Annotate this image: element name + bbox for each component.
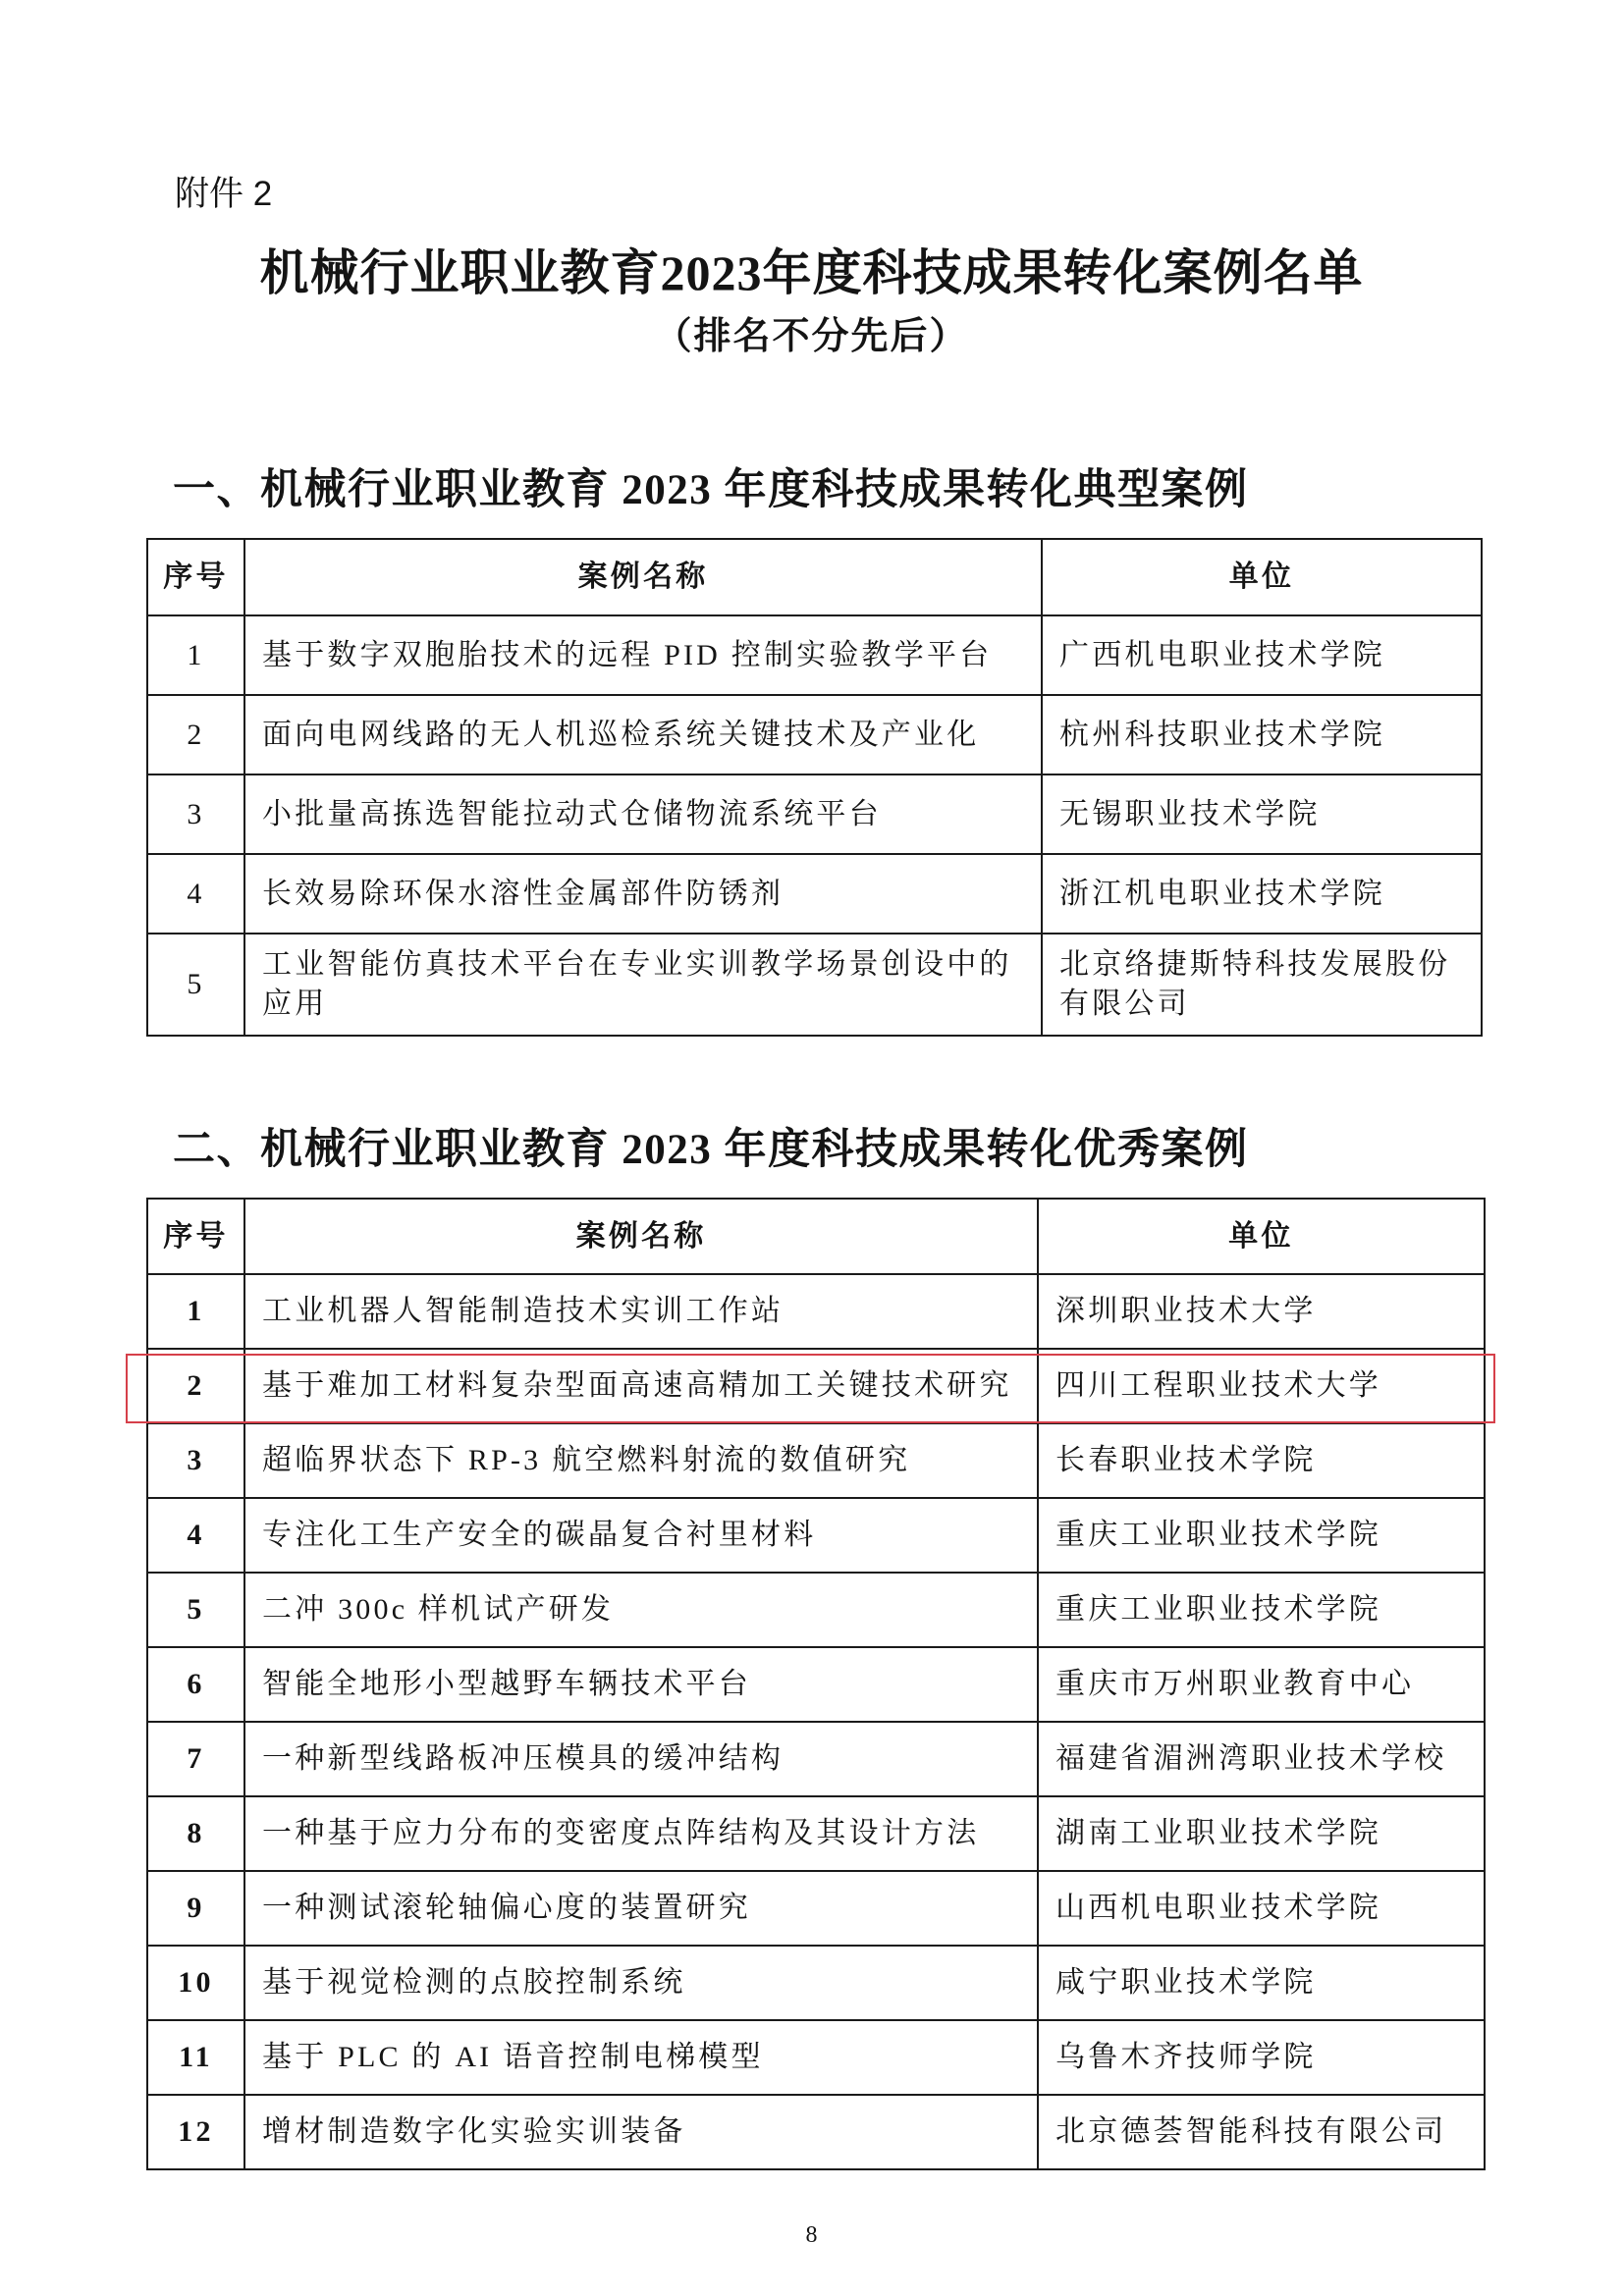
table-row bbox=[147, 1796, 1485, 1871]
table-cell-unit: 重庆工业职业技术学院 bbox=[1038, 1573, 1485, 1647]
table-cell-unit: 广西机电职业技术学院 bbox=[1042, 615, 1482, 695]
table-cell-unit: 长春职业技术学院 bbox=[1038, 1423, 1485, 1498]
table-cell-name: 超临界状态下 RP-3 航空燃料射流的数值研究 bbox=[244, 1423, 1038, 1498]
table-row bbox=[147, 1573, 1485, 1647]
table-row bbox=[147, 1722, 1485, 1796]
table-cell-unit: 深圳职业技术大学 bbox=[1038, 1274, 1485, 1349]
table-cell-no: 7 bbox=[147, 1722, 244, 1796]
attachment-label: 附件 2 bbox=[175, 175, 273, 213]
table-cell-no: 2 bbox=[147, 1349, 244, 1423]
table-cell-no: 9 bbox=[147, 1871, 244, 1946]
table-cell-unit: 山西机电职业技术学院 bbox=[1038, 1871, 1485, 1946]
table-cell-no: 3 bbox=[147, 774, 244, 854]
table-cell-unit: 湖南工业职业技术学院 bbox=[1038, 1796, 1485, 1871]
table-row bbox=[147, 2095, 1485, 2169]
typical-cases-table bbox=[146, 538, 1483, 1037]
column-header-no: 序号 bbox=[147, 539, 244, 615]
table-cell-name: 小批量高拣选智能拉动式仓储物流系统平台 bbox=[244, 774, 1042, 854]
table-cell-unit: 重庆市万州职业教育中心 bbox=[1038, 1647, 1485, 1722]
table-row bbox=[147, 2020, 1485, 2095]
column-header-name: 案例名称 bbox=[244, 539, 1042, 615]
table-cell-unit: 北京络捷斯特科技发展股份有限公司 bbox=[1042, 934, 1482, 1036]
table-cell-no: 3 bbox=[147, 1423, 244, 1498]
table-cell-no: 5 bbox=[147, 1573, 244, 1647]
column-header-unit: 单位 bbox=[1038, 1199, 1485, 1274]
table-cell-no: 5 bbox=[147, 934, 244, 1036]
table-cell-name: 长效易除环保水溶性金属部件防锈剂 bbox=[244, 854, 1042, 934]
table-cell-name: 基于视觉检测的点胶控制系统 bbox=[244, 1946, 1038, 2020]
table-cell-unit: 杭州科技职业技术学院 bbox=[1042, 695, 1482, 774]
column-header-name: 案例名称 bbox=[244, 1199, 1038, 1274]
table-cell-name: 工业机器人智能制造技术实训工作站 bbox=[244, 1274, 1038, 1349]
table-row bbox=[147, 1274, 1485, 1349]
excellent-cases-table bbox=[146, 1198, 1486, 2170]
table-cell-name: 基于 PLC 的 AI 语音控制电梯模型 bbox=[244, 2020, 1038, 2095]
table-cell-no: 10 bbox=[147, 1946, 244, 2020]
section-heading-typical: 一、机械行业职业教育 2023 年度科技成果转化典型案例 bbox=[173, 467, 1249, 513]
table-cell-unit: 浙江机电职业技术学院 bbox=[1042, 854, 1482, 934]
table-cell-no: 1 bbox=[147, 615, 244, 695]
table-header-row bbox=[147, 539, 1482, 615]
table-cell-no: 11 bbox=[147, 2020, 244, 2095]
table-cell-name: 一种新型线路板冲压模具的缓冲结构 bbox=[244, 1722, 1038, 1796]
table-row bbox=[147, 1946, 1485, 2020]
table-cell-no: 1 bbox=[147, 1274, 244, 1349]
table-row bbox=[147, 695, 1482, 774]
column-header-unit: 单位 bbox=[1042, 539, 1482, 615]
table-cell-no: 4 bbox=[147, 854, 244, 934]
table-cell-name: 基于难加工材料复杂型面高速高精加工关键技术研究 bbox=[244, 1349, 1038, 1423]
document-subtitle: （排名不分先后） bbox=[654, 316, 969, 357]
table-cell-unit: 重庆工业职业技术学院 bbox=[1038, 1498, 1485, 1573]
table-row bbox=[147, 1423, 1485, 1498]
table-header-row bbox=[147, 1199, 1485, 1274]
table-cell-name: 一种基于应力分布的变密度点阵结构及其设计方法 bbox=[244, 1796, 1038, 1871]
table-cell-name: 基于数字双胞胎技术的远程 PID 控制实验教学平台 bbox=[244, 615, 1042, 695]
document-title: 机械行业职业教育2023年度科技成果转化案例名单 bbox=[259, 245, 1364, 300]
table-cell-name: 一种测试滚轮轴偏心度的装置研究 bbox=[244, 1871, 1038, 1946]
table-cell-name: 专注化工生产安全的碳晶复合衬里材料 bbox=[244, 1498, 1038, 1573]
table-cell-no: 6 bbox=[147, 1647, 244, 1722]
table-cell-unit: 乌鲁木齐技师学院 bbox=[1038, 2020, 1485, 2095]
table-row bbox=[147, 1498, 1485, 1573]
table-cell-name: 智能全地形小型越野车辆技术平台 bbox=[244, 1647, 1038, 1722]
table-cell-no: 8 bbox=[147, 1796, 244, 1871]
table-cell-no: 4 bbox=[147, 1498, 244, 1573]
table-cell-unit: 四川工程职业技术大学 bbox=[1038, 1349, 1485, 1423]
table-row bbox=[147, 854, 1482, 934]
table-row bbox=[147, 1647, 1485, 1722]
table-row bbox=[147, 1349, 1485, 1423]
table-cell-name: 增材制造数字化实验实训装备 bbox=[244, 2095, 1038, 2169]
table-cell-no: 2 bbox=[147, 695, 244, 774]
table-cell-name: 面向电网线路的无人机巡检系统关键技术及产业化 bbox=[244, 695, 1042, 774]
section-heading-excellent: 二、机械行业职业教育 2023 年度科技成果转化优秀案例 bbox=[173, 1127, 1249, 1173]
table-cell-name: 二冲 300c 样机试产研发 bbox=[244, 1573, 1038, 1647]
table-cell-no: 12 bbox=[147, 2095, 244, 2169]
table-row bbox=[147, 934, 1482, 1036]
table-cell-name: 工业智能仿真技术平台在专业实训教学场景创设中的应用 bbox=[244, 934, 1042, 1036]
page-number: 8 bbox=[805, 2222, 818, 2248]
column-header-no: 序号 bbox=[147, 1199, 244, 1274]
table-cell-unit: 北京德荟智能科技有限公司 bbox=[1038, 2095, 1485, 2169]
table-cell-unit: 咸宁职业技术学院 bbox=[1038, 1946, 1485, 2020]
table-row bbox=[147, 774, 1482, 854]
table-cell-unit: 无锡职业技术学院 bbox=[1042, 774, 1482, 854]
table-cell-unit: 福建省湄洲湾职业技术学校 bbox=[1038, 1722, 1485, 1796]
table-row bbox=[147, 615, 1482, 695]
table-row bbox=[147, 1871, 1485, 1946]
